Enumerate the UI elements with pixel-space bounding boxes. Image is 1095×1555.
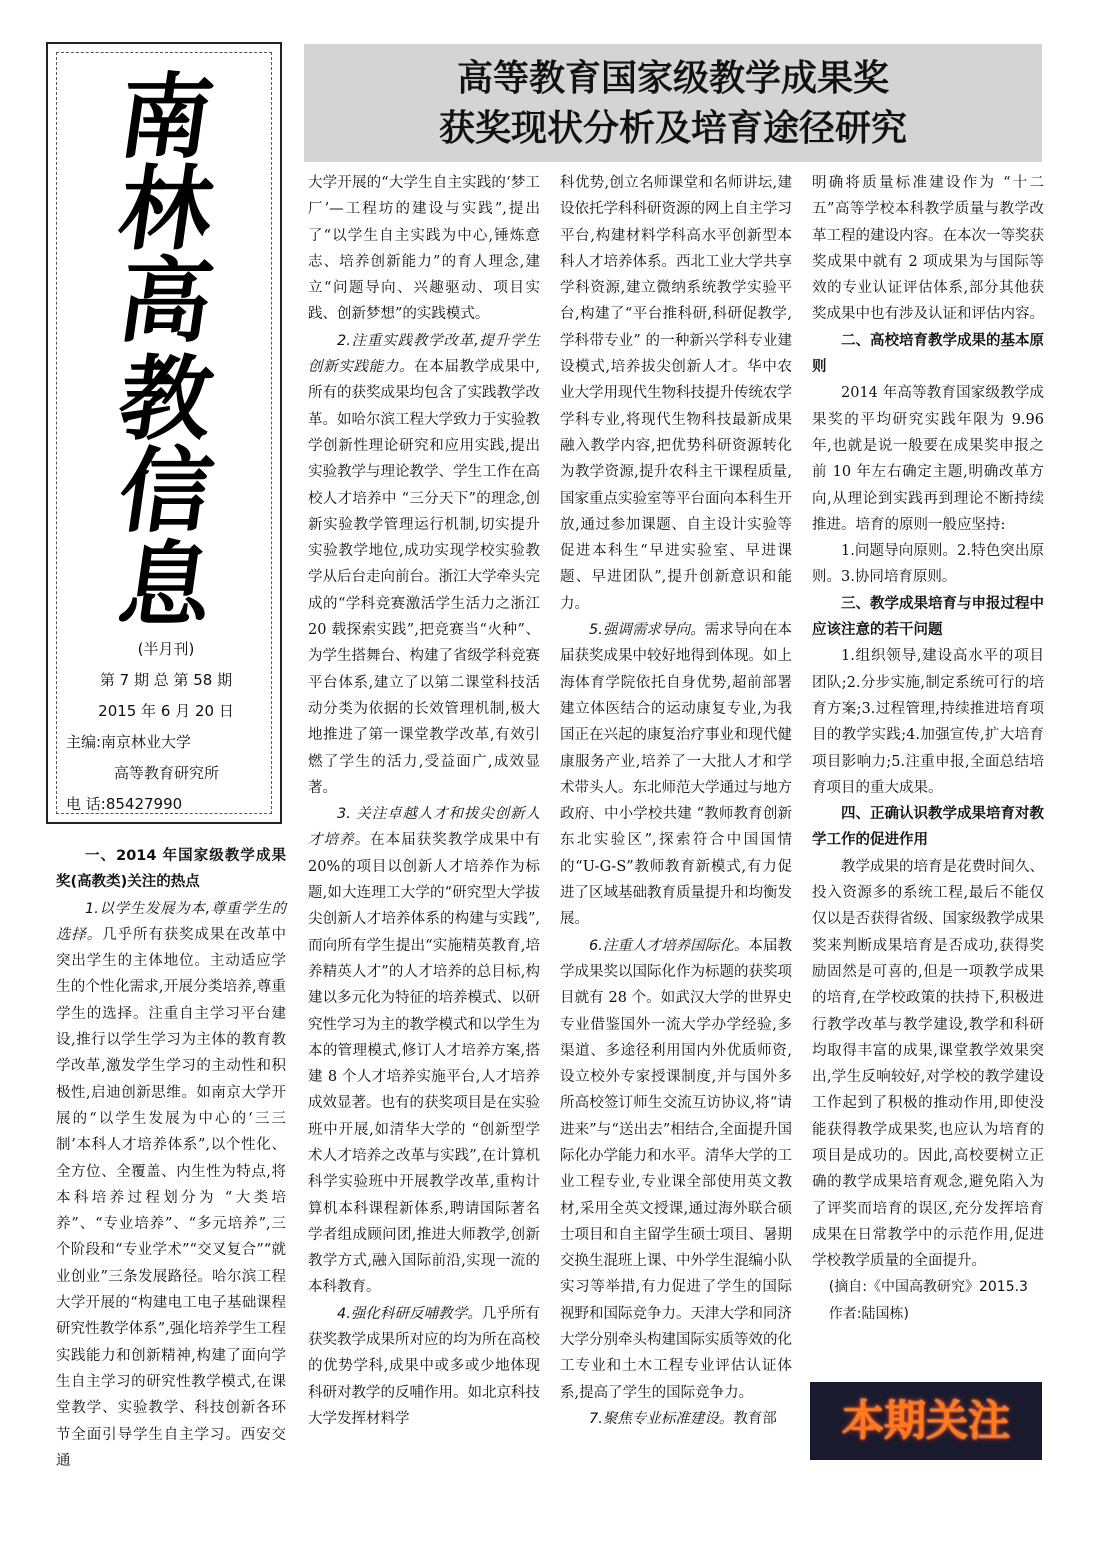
paragraph-lead: 1.以学生发展为本,尊重学生的选择。 bbox=[56, 900, 286, 943]
paragraph: 科优势,创立名师课堂和名师讲坛,建设依托学科科研资源的网上自主学习平台,构建材料学科高水平创新型本科人才培养体系。西北工业大学共享学科资源,建立微纳系统教学实验平台,构建了“平台推科研,科研促教学,学科带专业” 的一种新兴学科专业建设模式,培养拔尖创新人才。华中农业大学用现代生物科技提升传统农学学科专业,将现代生物科技最新成果融入教学内容,把优势科研资源转化为教学资源,提升农科主干课程质量,国家重点实验室等平台面向本科生开放,通过参加课题、自主设计实验等促进本科生“早进实验室、早进课题、早进团队”,提升创新意识和能力。 bbox=[560, 175, 792, 612]
masthead-char: 南 bbox=[112, 63, 220, 171]
paragraph-text: 本届教学成果奖以国际化作为标题的获奖项目就有 28 个。如武汉大学的世界史专业借鉴国外一流大学办学经验,多渠道、多途径利用国内外优质师资,设立校外专家授课制度,并与国外多所高校签订师生交流互访协议,将“请进来”与“送出去”相结合,全面提升国际化办学能力和水平。清华大学的工业工程专业,专业课全部使用英文教材,采用全英文授课,通过海外联合硕士项目和自主留学生硕士项目、暑期交换生混班上课、中外学生混编小队实习等举措,有力促进了学生的国际视野和国际竞争力。天津大学和同济大学分别牵头构建国际实质等效的化工专业和土木工程专业评估认证体系,提高了学生的国际竞争力。 bbox=[560, 937, 792, 1401]
paragraph-text: 在本届获奖教学成果中有 20%的项目以创新人才培养作为标题,如大连理工大学的“研究型大学拔尖创新人才培养体系的构建与实践”,而向所有学生提出“实施精英教育,培养精英人才”的人才培养的总目标,构建以多元化为特征的培养模式、以研究性学习为主的教学模式和以学生为本的管理模式,修订人才培养方案,搭建 8 个人才培养实施平台,人才培养成效显著。也有的获奖项目是在实验班中开展,如清华大学的 “创新型学术人才培养之改革与实践”,在计算机科学实验班中开展教学改革,重构计算机本科课程新体系,聘请国际著名学者组成顾问团,推进大师教学,创新教学方式,融入国际前沿,实现一流的本科教育。 bbox=[308, 832, 541, 1296]
masthead-char: 信 bbox=[112, 437, 220, 545]
paragraph-text: 需求导向在本届获奖成果中较好地得到体现。如上海体育学院依托自身优势,超前部署建立体医结合的运动康复专业,为我国正在兴起的康复治疗事业和现代健康服务产业,培养了一大批人才和学术带头人。东北师范大学通过与地方政府、中小学校共建 “教师教育创新东北实验区”,探索符合中国国情的“U-G-S”教师教育新模式,有力促进了区域基础教育质量提升和均衡发展。 bbox=[560, 622, 793, 928]
masthead-char: 高 bbox=[112, 247, 220, 355]
paragraph-lead: 7.聚焦专业标准建设。 bbox=[589, 1410, 734, 1427]
masthead-char: 林 bbox=[112, 155, 220, 263]
column-1 bbox=[56, 843, 286, 1474]
paragraph-lead: 4.强化科研反哺教学。 bbox=[337, 1305, 482, 1322]
paragraph bbox=[308, 328, 540, 801]
paragraph bbox=[560, 617, 792, 933]
issue-date: 2015 年 6 月 20 日 bbox=[98, 702, 234, 720]
article-title-line1: 高等教育国家级教学成果奖 bbox=[456, 58, 889, 99]
paragraph-lead: 5.强调需求导向。 bbox=[589, 622, 705, 639]
paragraph: 1.问题导向原则。2.特色突出原则。3.协同培育原则。 bbox=[812, 543, 1044, 586]
column-3 bbox=[560, 170, 792, 1432]
section-heading: 二、高校培育教学成果的基本原则 bbox=[812, 332, 1044, 376]
masthead-char: 教 bbox=[112, 345, 220, 453]
editor-label: 主编:南京林业大学 bbox=[66, 733, 192, 751]
masthead-info bbox=[66, 634, 266, 820]
article-title-line2: 获奖现状分析及培育途径研究 bbox=[438, 108, 907, 149]
article-title-box bbox=[304, 44, 1042, 162]
editor-org: 高等教育研究所 bbox=[114, 764, 220, 782]
paragraph bbox=[308, 1301, 540, 1432]
paragraph-text: 几乎所有获奖教学成果所对应的均为所在高校的优势学科,成果中或多或少地体现科研对教学的反哺作用。如北京科技大学发挥材料学 bbox=[308, 1305, 540, 1427]
paragraph bbox=[56, 896, 286, 1475]
frequency: (半月刊) bbox=[137, 640, 195, 658]
paragraph-text: 在本届教学成果中,所有的获奖成果均包含了实践教学改革。如哈尔滨工程大学致力于实验教学创新性理论研究和应用实践,提出实验教学与理论教学、学生工作在高校人才培养中 “三分天下”的理念,创新实验教学管理运行机制,切实提升实验教学地位,成功实现学校实验教学从后台走向前台。浙江大学牵头完成的“学科竞赛激活学生活力之浙江 20 载探索实践”,把竞赛当“火种”、为学生搭舞台、构建了省级学科竞赛平台体系,建立了以第二课堂科技活动分类为依据的长效管理机制,极大地推进了第一课堂教学改革,有效引燃了学生的活力,受益面广,成效显著。 bbox=[308, 359, 541, 796]
paragraph-text: 教育部 bbox=[733, 1410, 777, 1427]
focus-banner-text: 本期关注 bbox=[841, 1396, 1010, 1445]
section-heading: 四、正确认识教学成果培育对教学工作的促进作用 bbox=[812, 806, 1044, 849]
author-credit: 作者:陆国栋) bbox=[828, 1305, 909, 1322]
column-2 bbox=[308, 170, 540, 1432]
source-citation: (摘自:《中国高教研究》2015.3 bbox=[828, 1279, 1028, 1296]
paragraph bbox=[560, 1406, 792, 1432]
paragraph: 2014 年高等教育国家级教学成果奖的平均研究实践年限为 9.96 年,也就是说一般要在成果奖申报之前 10 年左右确定主题,明确改革方向,从理论到实践再到理论不断持续推进。培育的原则一般应坚持: bbox=[812, 385, 1044, 533]
section-heading: 三、教学成果培育与申报过程中应该注意的若干问题 bbox=[812, 595, 1044, 639]
paragraph-lead: 6.注重人才培养国际化。 bbox=[589, 937, 749, 954]
paragraph bbox=[560, 933, 792, 1406]
paragraph-text: 几乎所有获奖成果在改革中突出学生的主体地位。主动适应学生的个性化需求,开展分类培养,尊重学生的选择。注重自主学习平台建设,推行以学生学习为主体的教育教学改革,激发学生学习的主动性和积极性,启迪创新思维。如南京大学开展的“以学生发展为中心的‘三三制’本科人才培养体系”,以个性化、全方位、全覆盖、内生性为特点,将本科培养过程划分为 “大类培养”、“专业培养”、“多元培养”,三个阶段和“专业学术”“交叉复合”“就业创业”三条发展路径。哈尔滨工程大学开展的“构建电工电子基础课程研究性教学体系”,强化培养学生工程实践能力和创新精神,构建了面向学生自主学习的研究性教学模式,在课堂教学、实验教学、科技创新各环节全面引导学生自主学习。西安交通 bbox=[56, 926, 287, 1469]
masthead bbox=[46, 42, 282, 824]
column-4 bbox=[812, 170, 1044, 1327]
paragraph-lead: 3. 关注卓越人才和拔尖创新人才培养。 bbox=[308, 806, 540, 849]
issue-number: 第 7 期 总 第 58 期 bbox=[99, 671, 233, 689]
masthead-char: 息 bbox=[112, 531, 220, 639]
paragraph: 大学开展的“大学生自主实践的‘梦工厂’—工程坊的建设与实践”,提出了“以学生自主实践为中心,锤炼意志、培养创新能力”的育人理念,建立“问题导向、兴趣驱动、项目实践、创新梦想”的实践模式。 bbox=[308, 175, 540, 323]
paragraph bbox=[308, 801, 540, 1301]
paragraph: 明确将质量标准建设作为 “十二五”高等学校本科教学质量与教学改革工程的建设内容。在本次一等奖获奖成果中就有 2 项成果为与国际等效的专业认证评估体系,部分其他获奖成果中也有涉及认证和评估内容。 bbox=[812, 175, 1044, 323]
phone: 电 话:85427990 bbox=[66, 795, 183, 813]
focus-banner bbox=[810, 1382, 1042, 1460]
paragraph: 教学成果的培育是花费时间久、投入资源多的系统工程,最后不能仅仅以是否获得省级、国家级教学成果奖来判断成果培育是否成功,获得奖励固然是可喜的,但是一项教学成果的培育,在学校政策的扶持下,积极进行教学改革与教学建设,教学和科研均取得丰富的成果,课堂教学效果突出,学生反响较好,对学校的教学建设工作起到了积极的推动作用,即使没能获得教学成果奖,也应认为培育的项目是成功的。因此,高校要树立正确的教学成果培育观念,避免陷入为了评奖而培育的误区,充分发挥培育成果在日常教学中的示范作用,促进学校教学质量的全面提升。 bbox=[812, 858, 1044, 1270]
section-heading: 一、2014 年国家级教学成果奖(高教类)关注的热点 bbox=[56, 848, 286, 891]
paragraph-lead: 2.注重实践教学改革,提升学生创新实践能力。 bbox=[308, 332, 540, 376]
paragraph: 1.组织领导,建设高水平的项目团队;2.分步实施,制定系统可行的培育方案;3.过程管理,持续推进培育项目的教学实践;4.加强宣传,扩大培育项目影响力;5.注重申报,全面总结培育项目的重大成果。 bbox=[812, 648, 1044, 796]
